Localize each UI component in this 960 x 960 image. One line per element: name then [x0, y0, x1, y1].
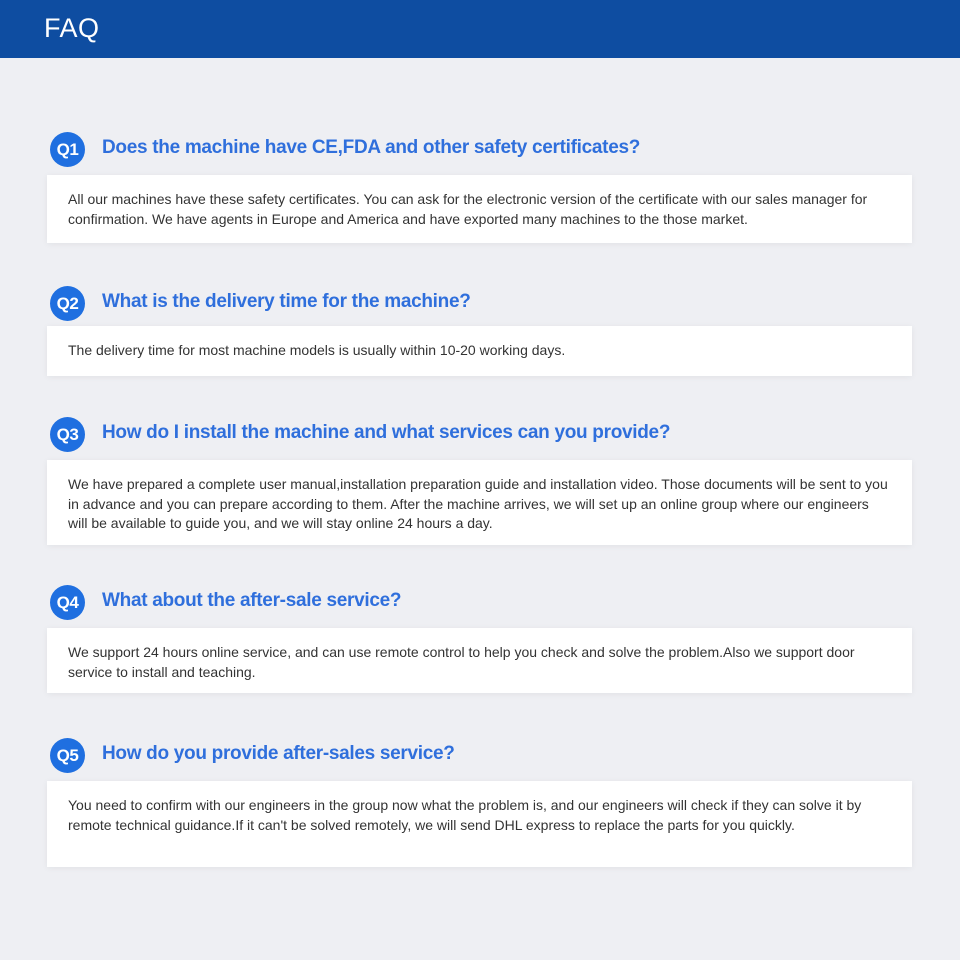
header-bar — [0, 0, 960, 58]
answer-text: All our machines have these safety certificates. You can ask for the electronic version of the certificate with our sales manager for confirmation. We have agents in Europe and America and have exported many machines to the those market. — [68, 191, 868, 227]
answer-text: You need to confirm with our engineers in the group now what the problem is, and our engineers will check if they can solve it by remote technical guidance.If it can't be solved remotely, we will send DHL express to replace the parts for you quickly. — [68, 797, 862, 833]
answer-card — [47, 460, 912, 545]
question-row[interactable] — [50, 417, 930, 451]
answer-text: We support 24 hours online service, and can use remote control to help you check and solve the problem.Also we support door service to install and teaching. — [68, 644, 855, 680]
question-badge: Q5 — [50, 738, 85, 773]
question-row[interactable] — [50, 286, 930, 320]
question-text: What about the after-sale service? — [102, 590, 402, 611]
answer-card — [47, 628, 912, 693]
answer-card — [47, 175, 912, 243]
page-title: FAQ — [44, 13, 100, 43]
question-badge: Q4 — [50, 585, 85, 620]
question-text: Does the machine have CE,FDA and other safety certificates? — [102, 137, 641, 158]
answer-card — [47, 781, 912, 867]
question-row[interactable] — [50, 738, 930, 772]
question-text: How do you provide after-sales service? — [102, 743, 455, 764]
question-text: How do I install the machine and what services can you provide? — [102, 422, 671, 443]
question-row[interactable] — [50, 132, 930, 166]
question-badge: Q2 — [50, 286, 85, 321]
question-badge: Q1 — [50, 132, 85, 167]
answer-card — [47, 326, 912, 376]
answer-text: The delivery time for most machine models is usually within 10-20 working days. — [68, 342, 566, 358]
answer-text: We have prepared a complete user manual,installation preparation guide and installation video. Those documents will be sent to you in advance and you can prepare according to them. After the machine arrives, we will set up an online group where our engineers will be available to guide you, and we will stay online 24 hours a day. — [68, 476, 888, 531]
question-text: What is the delivery time for the machine? — [102, 291, 471, 312]
question-badge: Q3 — [50, 417, 85, 452]
question-row[interactable] — [50, 585, 930, 619]
